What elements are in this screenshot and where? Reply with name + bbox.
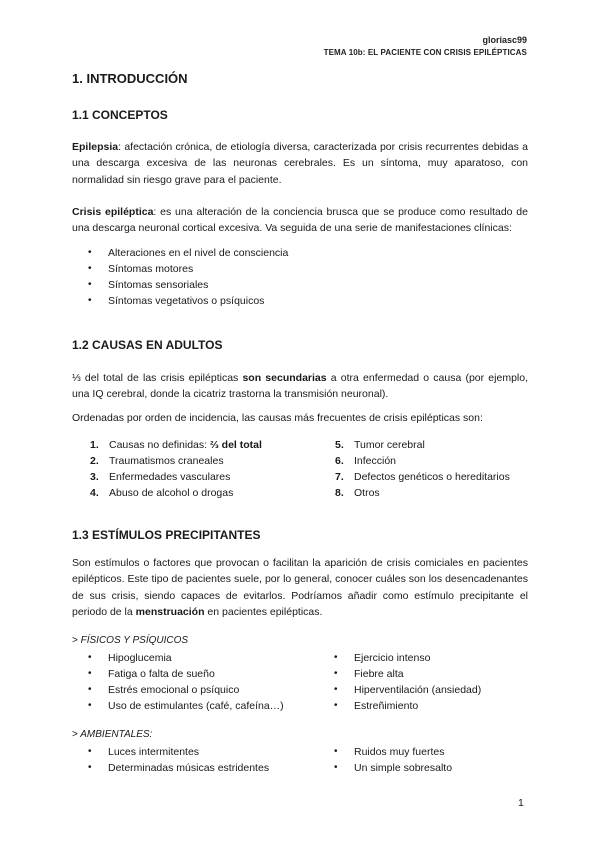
paragraph-causas-orden: Ordenadas por orden de incidencia, las causas más frecuentes de crisis epilépticas son: xyxy=(72,412,483,424)
category-ambientales xyxy=(72,729,152,740)
list-item: • Hipoglucemia xyxy=(88,650,284,666)
list-item xyxy=(90,469,262,485)
paragraph-crisis xyxy=(72,204,528,237)
list-item: • Alteraciones en el nivel de consciencia xyxy=(88,245,288,261)
list-fisicos-left xyxy=(88,650,284,714)
list-ambientales-left xyxy=(88,744,269,776)
arrow-icon: > xyxy=(72,635,78,646)
header-author: gloriasc99 xyxy=(482,35,527,45)
term-crisis: Crisis epiléptica xyxy=(72,206,154,218)
list-causas-right xyxy=(335,437,510,501)
item-number: 7. xyxy=(335,471,344,483)
list-causas-left xyxy=(90,437,262,501)
causas-intro-post: a otra enfermedad o causa (por ejemplo, una IQ cerebral, donde la cicatriz trastorna la transmisión neuronal). xyxy=(72,372,528,401)
list-item: • Síntomas vegetativos o psíquicos xyxy=(88,293,288,309)
estimulos-text-pre: Son estímulos o factores que provocan o facilitan la aparición de crisis comiciales en pacientes epilépticos. Este tipo de pacientes suele, por lo general, conocer cuáles son los desencadenantes de sus crisis, siendo capaces de evitarlos. Podríamos añadir como estímulo precipitante el periodo de la xyxy=(72,557,528,618)
estimulos-text-bold: menstruación xyxy=(135,605,205,618)
item-number: 6. xyxy=(335,455,344,467)
causas-intro-pre: ⅓ del total de las crisis epilépticas xyxy=(72,372,243,384)
causas-intro-bold: son secundarias xyxy=(242,372,327,384)
list-item: • Luces intermitentes xyxy=(88,744,269,760)
list-item xyxy=(335,437,510,453)
paragraph-epilepsia xyxy=(72,139,528,188)
header-topic: TEMA 10b: EL PACIENTE CON CRISIS EPILÉPTICAS xyxy=(323,48,527,57)
list-item: • Síntomas sensoriales xyxy=(88,277,288,293)
list-item: • Hiperventilación (ansiedad) xyxy=(334,682,481,698)
list-manifestaciones xyxy=(88,245,288,309)
estimulos-text-post: en pacientes epilépticas. xyxy=(204,605,323,618)
list-item: • Ruidos muy fuertes xyxy=(334,744,452,760)
item-number: 2. xyxy=(90,455,99,467)
category-label: FÍSICOS Y PSÍQUICOS xyxy=(80,635,189,646)
paragraph-causas-intro xyxy=(72,370,528,403)
arrow-icon: > xyxy=(72,729,78,740)
list-item xyxy=(335,485,510,501)
item-text: Defectos genéticos o hereditarios xyxy=(354,471,510,483)
list-item: • Uso de estimulantes (café, cafeína…) xyxy=(88,698,284,714)
list-item: • Ejercicio intenso xyxy=(334,650,481,666)
list-item: • Fiebre alta xyxy=(334,666,481,682)
item-bold: ⅔ del total xyxy=(209,439,262,451)
definition-crisis: : es una alteración de la conciencia brusca que se produce como resultado de una descarga neuronal cortical excesiva. Va seguida de una serie de manifestaciones clínicas: xyxy=(72,206,528,235)
list-item: • Fatiga o falta de sueño xyxy=(88,666,284,682)
definition-epilepsia: : afectación crónica, de etiología diversa, caracterizada por crisis recurrentes debidas a una descarga excesiva de las neuronas cerebrales. Es un síntoma, muy aparatoso, con normalidad sin riesgo grave para el paciente. xyxy=(72,141,528,186)
paragraph-estimulos xyxy=(72,555,528,620)
list-fisicos-right xyxy=(334,650,481,714)
list-item xyxy=(90,437,262,453)
list-item: • Determinadas músicas estridentes xyxy=(88,760,269,776)
item-text: Tumor cerebral xyxy=(354,439,425,451)
item-number: 5. xyxy=(335,439,344,451)
subsection-title-causas: 1.2 CAUSAS EN ADULTOS xyxy=(72,338,223,352)
item-text: Causas no definidas: xyxy=(109,439,210,451)
term-epilepsia: Epilepsia xyxy=(72,141,119,153)
list-ambientales-right xyxy=(334,744,452,776)
item-text: Abuso de alcohol o drogas xyxy=(109,487,234,499)
item-text: Infección xyxy=(354,455,397,467)
item-text: Otros xyxy=(354,487,380,499)
item-text: Traumatismos craneales xyxy=(109,455,224,467)
subsection-title-estimulos: 1.3 ESTÍMULOS PRECIPITANTES xyxy=(72,528,261,542)
item-number: 4. xyxy=(90,487,99,499)
category-fisicos xyxy=(72,635,188,646)
list-item: • Estrés emocional o psíquico xyxy=(88,682,284,698)
section-title-introduccion: 1. INTRODUCCIÓN xyxy=(72,71,188,86)
subsection-title-conceptos: 1.1 CONCEPTOS xyxy=(72,108,168,122)
item-number: 8. xyxy=(335,487,344,499)
list-item xyxy=(90,485,262,501)
list-item xyxy=(335,469,510,485)
category-label: AMBIENTALES: xyxy=(80,729,153,740)
list-item xyxy=(335,453,510,469)
list-item: • Síntomas motores xyxy=(88,261,288,277)
list-item xyxy=(90,453,262,469)
item-number: 1. xyxy=(90,439,99,451)
item-number: 3. xyxy=(90,471,99,483)
page-number: 1 xyxy=(518,797,524,809)
item-text: Enfermedades vasculares xyxy=(109,471,231,483)
list-item: • Estreñimiento xyxy=(334,698,481,714)
list-item: • Un simple sobresalto xyxy=(334,760,452,776)
